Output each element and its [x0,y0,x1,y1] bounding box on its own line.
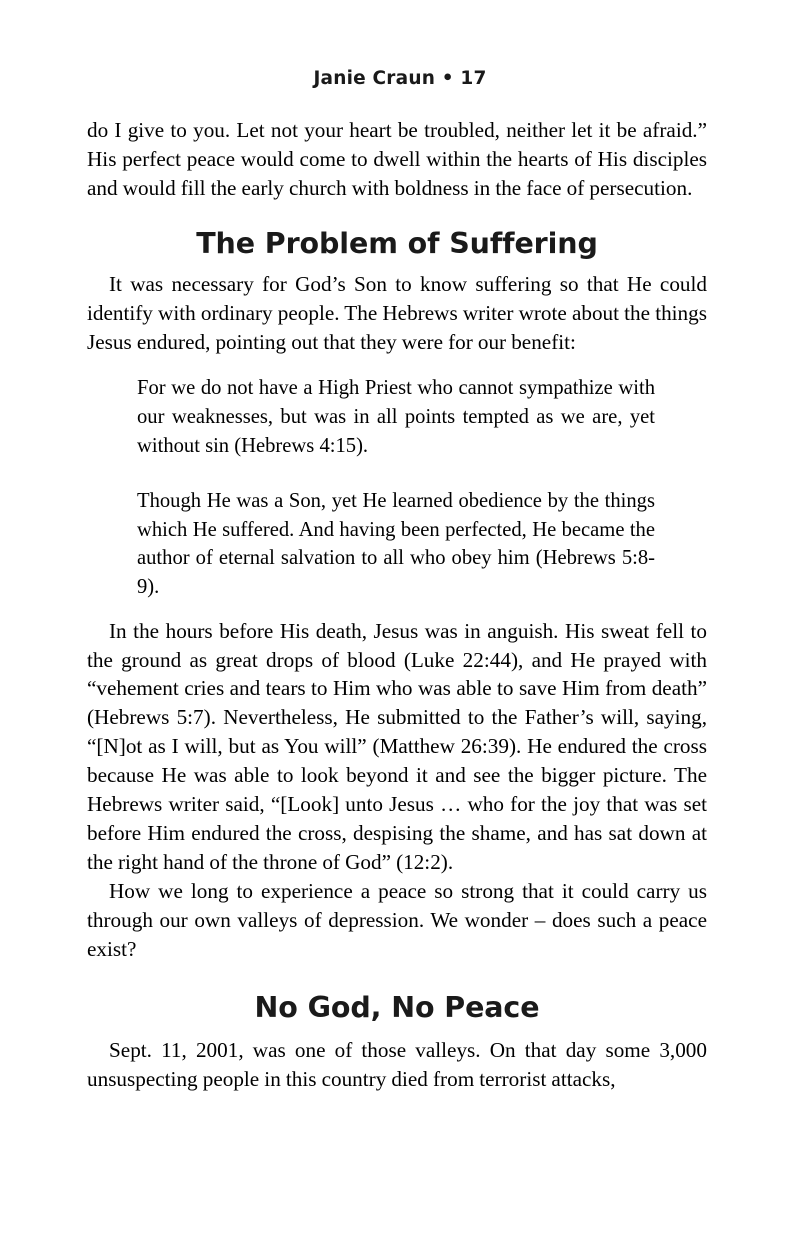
paragraph-necessary-for-gods-son: It was necessary for God’s Son to know suffering so that He could identify with ordinary people. The Hebrews writer wrote about the things Jesus endured, pointing out that they were for our benefit: [87,271,707,354]
section-heading-the-problem-of-suffering: The Problem of Suffering [196,226,598,260]
blockquote-hebrews-4-15: For we do not have a High Priest who cannot sympathize with our weaknesses, but was in all points tempted as we are, yet without sin (Hebrews 4:15). [137,377,655,457]
running-header-text: Janie Craun • 17 [313,68,487,89]
paragraph-continuation: do I give to you. Let not your heart be troubled, neither let it be afraid.” His perfect peace would come to dwell within the hearts of His disciples and would fill the early church with boldness in the face of persecution. [87,118,707,200]
section-heading-no-god-no-peace: No God, No Peace [254,991,540,1025]
text-column [87,116,707,1094]
blockquote-hebrews-5-8-9: Though He was a Son, yet He learned obedience by the things which He suffered. And having been perfected, He became the author of eternal salvation to all who obey him (Hebrews 5:8-9). [137,490,655,598]
paragraph-sept-11-2001: Sept. 11, 2001, was one of those valleys. On that day some 3,000 unsuspecting people in this country died from terrorist attacks, [87,1038,707,1092]
heading-block-problem-of-suffering [87,203,707,270]
paragraph-how-we-long: How we long to experience a peace so strong that it could carry us through our own valleys of depression. We wonder – does such a peace exist? [87,878,707,961]
heading-block-no-god-no-peace [87,963,707,1036]
paragraph-hours-before-his-death: In the hours before His death, Jesus was in anguish. His sweat fell to the ground as great drops of blood (Luke 22:44), and He prayed with “vehement cries and tears to Him who was able to save Him from death” (Hebrews 5:7). Nevertheless, He submitted to the Father’s will, saying, “[N]ot as I will, but as You will” (Matthew 26:39). He endured the cross because He was able to look beyond it and see the bigger picture. The Hebrews writer said, “[Look] unto Jesus … who for the joy that was set before Him endured the cross, despising the shame, and has sat down at the right hand of the throne of God” (12:2). [87,618,707,874]
running-header [0,68,800,89]
blockquote-group [87,356,707,616]
